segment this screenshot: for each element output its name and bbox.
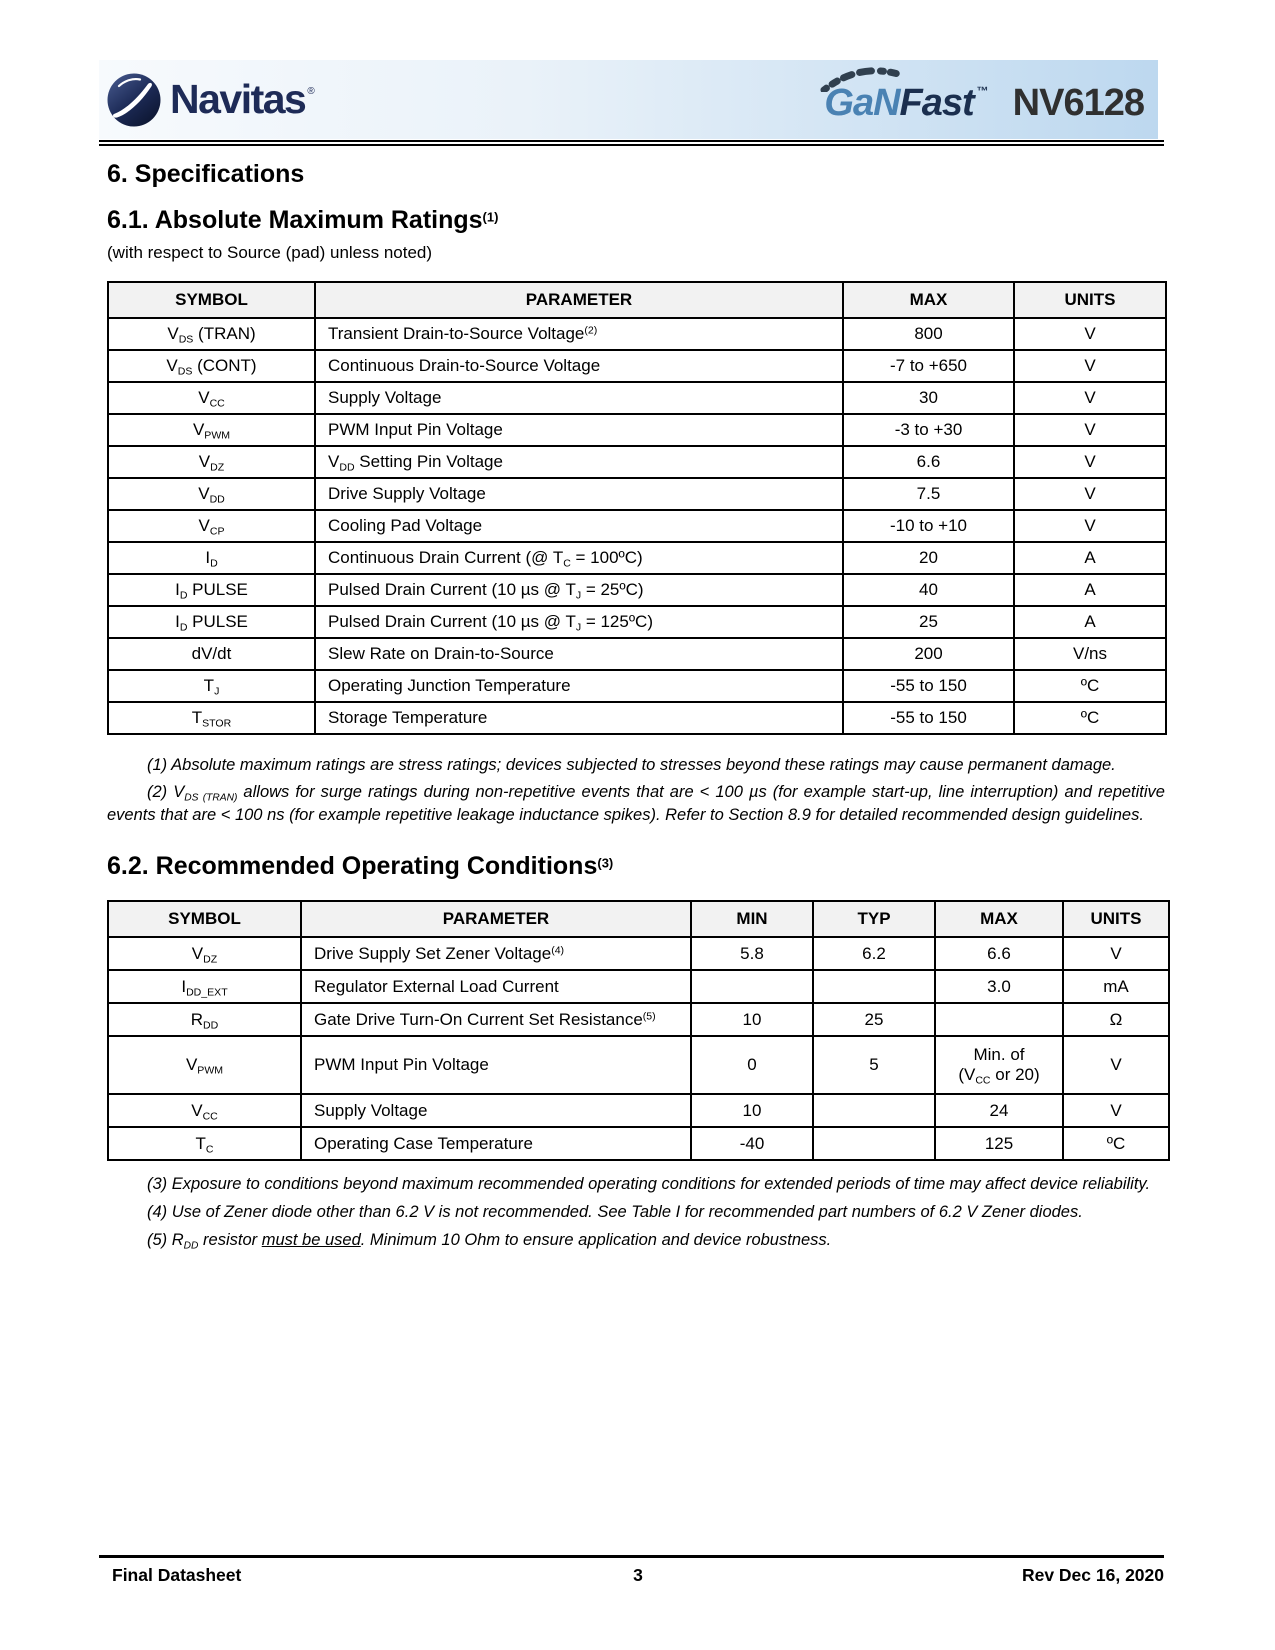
section-title-specifications: 6. Specifications <box>107 160 305 188</box>
symbol-cell: $T_C$ <box>108 1127 301 1160</box>
units-cell: V <box>1014 510 1166 542</box>
units-cell: Ω <box>1063 1003 1169 1036</box>
units-cell: V/ns <box>1014 638 1166 670</box>
ganfast-gan-text: GaN <box>824 82 900 124</box>
typ-cell <box>813 1127 935 1160</box>
symbol-cell: $I_D$ <box>108 542 315 574</box>
max-cell: 40 <box>843 574 1014 606</box>
max-cell: 25 <box>843 606 1014 638</box>
min-cell: 10 <box>691 1003 813 1036</box>
units-cell: A <box>1014 542 1166 574</box>
table-row <box>108 970 1169 1003</box>
units-cell: A <box>1014 574 1166 606</box>
units-cell: V <box>1063 1094 1169 1127</box>
table-row <box>108 350 1166 382</box>
column-header-units: UNITS <box>1063 901 1169 937</box>
column-header-typ: TYP <box>813 901 935 937</box>
footer-revision-date: Rev Dec 16, 2020 <box>1021 1565 1165 1585</box>
column-header-parameter: PARAMETER <box>315 282 843 318</box>
column-header-parameter: PARAMETER <box>301 901 691 937</box>
max-cell: 30 <box>843 382 1014 414</box>
max-cell: 7.5 <box>843 478 1014 510</box>
table-row <box>108 542 1166 574</box>
table-row <box>108 574 1166 606</box>
page-footer <box>99 1565 1164 1586</box>
units-cell: mA <box>1063 970 1169 1003</box>
table-row <box>108 937 1169 970</box>
header-banner <box>99 60 1158 139</box>
symbol-cell: dV/dt <box>108 638 315 670</box>
title-footnote-ref: (3) <box>597 855 614 871</box>
units-cell: V <box>1014 414 1166 446</box>
typ-cell <box>813 970 935 1003</box>
table-row <box>108 638 1166 670</box>
table-header-row <box>108 901 1169 937</box>
symbol-cell: $V_{DZ}$ <box>108 937 301 970</box>
parameter-cell: Supply Voltage <box>301 1094 691 1127</box>
footnotes-6-2 <box>107 1170 1165 1254</box>
parameter-cell: Pulsed Drain Current (10 µs @ $T_J$ = 125ºC) <box>315 606 843 638</box>
column-header-max: MAX <box>935 901 1063 937</box>
table-row <box>108 670 1166 702</box>
footnote-3: (3) Exposure to conditions beyond maximum recommended operating conditions for extended periods of time may affect device reliability. <box>147 1175 1151 1193</box>
part-number: NV6128 <box>1012 82 1144 124</box>
section-title-text: 6.1. Absolute Maximum Ratings <box>107 206 483 234</box>
table-row <box>108 1003 1169 1036</box>
symbol-cell: $V_{CP}$ <box>108 510 315 542</box>
parameter-cell: Pulsed Drain Current (10 µs @ $T_J$ = 25ºC) <box>315 574 843 606</box>
column-header-units: UNITS <box>1014 282 1166 318</box>
section-title-recommended-operating-conditions <box>107 852 613 881</box>
column-header-max: MAX <box>843 282 1014 318</box>
units-cell: V <box>1014 318 1166 350</box>
parameter-cell: Transient Drain-to-Source Voltage$^{(2)}$ <box>315 318 843 350</box>
table-row <box>108 1127 1169 1160</box>
speed-arc-icon <box>820 66 904 92</box>
registered-mark: ® <box>307 85 315 97</box>
column-header-symbol: SYMBOL <box>108 282 315 318</box>
max-cell: 125 <box>935 1127 1063 1160</box>
max-cell: -7 to +650 <box>843 350 1014 382</box>
parameter-cell: Supply Voltage <box>315 382 843 414</box>
min-cell <box>691 970 813 1003</box>
units-cell: ºC <box>1014 670 1166 702</box>
units-cell: ºC <box>1063 1127 1169 1160</box>
units-cell: A <box>1014 606 1166 638</box>
table-row <box>108 478 1166 510</box>
typ-cell: 25 <box>813 1003 935 1036</box>
section-title-text: 6.2. Recommended Operating Conditions <box>107 852 598 880</box>
symbol-cell: $V_{DS}$ (CONT) <box>108 350 315 382</box>
units-cell: V <box>1014 478 1166 510</box>
parameter-cell: Operating Junction Temperature <box>315 670 843 702</box>
max-cell: -55 to 150 <box>843 702 1014 734</box>
min-cell: 10 <box>691 1094 813 1127</box>
max-cell: 800 <box>843 318 1014 350</box>
units-cell: V <box>1063 937 1169 970</box>
max-cell: 3.0 <box>935 970 1063 1003</box>
table-row <box>108 1036 1169 1094</box>
parameter-cell: Drive Supply Set Zener Voltage$^{(4)}$ <box>301 937 691 970</box>
parameter-cell: Slew Rate on Drain-to-Source <box>315 638 843 670</box>
ganfast-logo <box>824 82 1144 125</box>
footer-document-status: Final Datasheet <box>112 1565 242 1585</box>
title-footnote-ref: (1) <box>482 209 499 225</box>
min-cell: -40 <box>691 1127 813 1160</box>
symbol-cell: $V_{PWM}$ <box>108 414 315 446</box>
table-subtitle: (with respect to Source (pad) unless noted) <box>107 243 433 262</box>
symbol-cell: $T_J$ <box>108 670 315 702</box>
max-cell: Min. of ($V_{CC}$ or 20) <box>935 1036 1063 1094</box>
min-cell: 0 <box>691 1036 813 1094</box>
max-cell: -55 to 150 <box>843 670 1014 702</box>
brand-name: Navitas <box>170 76 306 122</box>
table-row <box>108 606 1166 638</box>
parameter-cell: Regulator External Load Current <box>301 970 691 1003</box>
min-cell: 5.8 <box>691 937 813 970</box>
typ-cell: 5 <box>813 1036 935 1094</box>
symbol-cell: $I_D$ PULSE <box>108 574 315 606</box>
max-cell: -3 to +30 <box>843 414 1014 446</box>
units-cell: V <box>1063 1036 1169 1094</box>
navitas-logo <box>106 72 315 128</box>
absolute-maximum-ratings-table <box>107 281 1167 735</box>
footnote-1: (1) Absolute maximum ratings are stress ratings; devices subjected to stresses beyond these ratings may cause permanent damage. <box>147 756 1116 774</box>
column-header-min: MIN <box>691 901 813 937</box>
max-cell: 200 <box>843 638 1014 670</box>
table-row <box>108 702 1166 734</box>
table-header-row <box>108 282 1166 318</box>
typ-cell <box>813 1094 935 1127</box>
parameter-cell: Continuous Drain-to-Source Voltage <box>315 350 843 382</box>
footnote-5: (5) $R_{DD}$ resistor must be used. Minimum 10 Ohm to ensure application and device robustness. <box>147 1231 832 1252</box>
table-row <box>108 414 1166 446</box>
parameter-cell: Continuous Drain Current (@ $T_C$ = 100ºC) <box>315 542 843 574</box>
symbol-cell: $I_{DD\_EXT}$ <box>108 970 301 1003</box>
symbol-cell: $T_{STOR}$ <box>108 702 315 734</box>
symbol-cell: $I_D$ PULSE <box>108 606 315 638</box>
navitas-globe-icon <box>106 72 162 128</box>
symbol-cell: $V_{DZ}$ <box>108 446 315 478</box>
max-cell <box>935 1003 1063 1036</box>
footer-page-number: 3 <box>633 1565 643 1585</box>
parameter-cell: Drive Supply Voltage <box>315 478 843 510</box>
table-row <box>108 382 1166 414</box>
table-row <box>108 1094 1169 1127</box>
header-rule-bottom <box>99 144 1164 146</box>
footnote-2: (2) $V_{DS (TRAN)}$ allows for surge ratings during non-repetitive events that are < 100 µs (for example start-up, line interruption) and repetitive events that are < 100 ns (for example repetitive leakage inductance spikes). Refer to Section 8.9 for detailed recommended design guidelines. <box>107 783 1165 824</box>
max-cell: 24 <box>935 1094 1063 1127</box>
parameter-cell: Storage Temperature <box>315 702 843 734</box>
typ-cell: 6.2 <box>813 937 935 970</box>
symbol-cell: $R_{DD}$ <box>108 1003 301 1036</box>
parameter-cell: Operating Case Temperature <box>301 1127 691 1160</box>
footnote-4: (4) Use of Zener diode other than 6.2 V is not recommended. See Table I for recommended part numbers of 6.2 V Zener diodes. <box>147 1203 1083 1221</box>
symbol-cell: $V_{CC}$ <box>108 1094 301 1127</box>
table-row <box>108 318 1166 350</box>
table-row <box>108 510 1166 542</box>
table-row <box>108 446 1166 478</box>
symbol-cell: $V_{CC}$ <box>108 382 315 414</box>
symbol-cell: $V_{PWM}$ <box>108 1036 301 1094</box>
recommended-operating-conditions-table <box>107 900 1170 1161</box>
units-cell: V <box>1014 446 1166 478</box>
parameter-cell: PWM Input Pin Voltage <box>315 414 843 446</box>
header-rule-top <box>99 140 1164 142</box>
max-cell: 20 <box>843 542 1014 574</box>
parameter-cell: Cooling Pad Voltage <box>315 510 843 542</box>
column-header-symbol: SYMBOL <box>108 901 301 937</box>
units-cell: V <box>1014 350 1166 382</box>
parameter-cell: PWM Input Pin Voltage <box>301 1036 691 1094</box>
max-cell: -10 to +10 <box>843 510 1014 542</box>
footer-rule <box>99 1555 1164 1558</box>
units-cell: V <box>1014 382 1166 414</box>
max-cell: 6.6 <box>935 937 1063 970</box>
ganfast-fast-text: Fast <box>899 82 974 124</box>
section-title-absolute-maximum-ratings <box>107 206 498 235</box>
symbol-cell: $V_{DD}$ <box>108 478 315 510</box>
symbol-cell: $V_{DS}$ (TRAN) <box>108 318 315 350</box>
parameter-cell: $V_{DD}$ Setting Pin Voltage <box>315 446 843 478</box>
units-cell: ºC <box>1014 702 1166 734</box>
max-cell: 6.6 <box>843 446 1014 478</box>
parameter-cell: Gate Drive Turn-On Current Set Resistance$^{(5)}$ <box>301 1003 691 1036</box>
trademark-mark: ™ <box>976 84 989 98</box>
